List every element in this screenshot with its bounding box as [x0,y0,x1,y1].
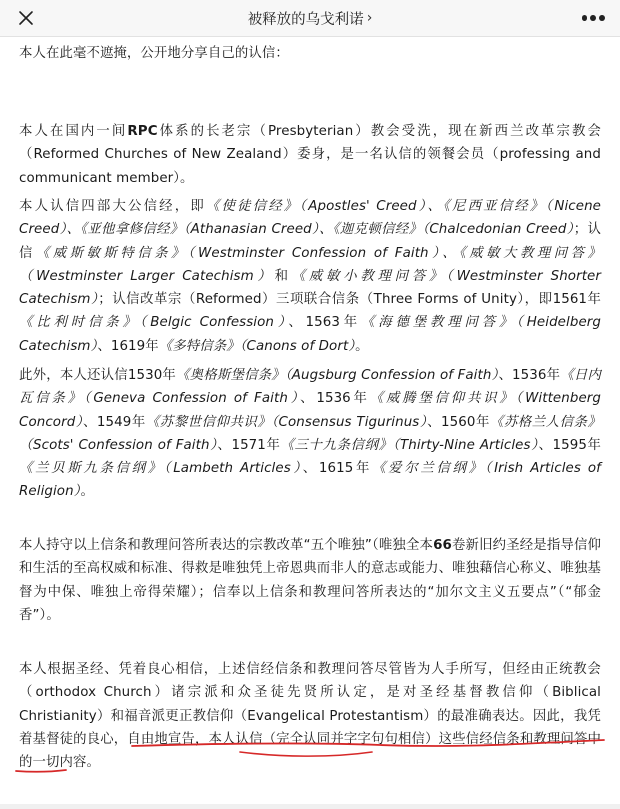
close-icon [18,10,34,26]
more-button[interactable] [580,6,606,30]
paragraph-baptism [19,120,601,190]
text: 和 [274,268,292,284]
confession-name: 《三十九条信纲》（Thirty-Nine Articles） [280,437,539,453]
paragraph-declaration [19,658,601,774]
creed-names: 《海德堡教理问答》（Heidelberg Catechism） [19,315,601,354]
creed-names: 《比利时信条》（Belgic Confession） [19,315,289,331]
text: 体系的长老宗（Presbyterian）教会受洗，现在新西兰改革宗教会（Reformed Churches of New Zealand）委身，是一名认信的领餐会员（professing and communicant member）。 [19,124,601,186]
top-nav-bar [0,0,620,37]
text-bold: 66 [433,538,452,553]
confession-name: 《兰贝斯九条信纲》（Lambeth Articles） [19,461,303,477]
text: 、1560年 [427,414,490,430]
confession-name: 《威腾堡信仰共识》（Wittenberg Concord） [19,391,601,430]
confession-name: 《奥格斯堡信条》（Augsburg Confession of Faith） [176,368,499,383]
text-bold: RPC [127,124,158,139]
more-icon [599,15,605,21]
text: 、1563年 [288,315,362,331]
chevron-right-icon: › [366,10,373,26]
text: 本人持守以上信条和教理问答所表达的宗教改革“五个唯独”（唯独全本 [19,538,434,553]
text: ；认信改革宗（Reformed）三项联合信条（Three Forms of Unity），即1561年 [98,292,602,308]
text: 。 [355,338,369,354]
bottom-divider [0,804,620,809]
text: 卷新旧约圣经是指导信仰和生活的至高权威和标准、得救是唯独凭上帝恩典而非人的意志或能力、唯独藉信心称义、唯独基督为中保、唯独上帝得荣耀）；信奉以上信条和教理问答所表达的“加尔文主义五要点”（“郁金香”）。 [19,538,601,623]
account-name: 被释放的乌戈利诺 [247,11,364,28]
account-title-link[interactable] [120,0,500,36]
text: 、1615年 [302,461,373,477]
creed-names: 《威斯敏斯特信条》（Westminster Confession of Faith）、《威敏大教理问答》（Westminster Larger Catechism） [19,245,601,284]
creed-names: 《威敏小教理问答》（Westminster Shorter Catechism） [19,268,601,308]
confession-name: 《苏格兰人信条》（Scots' Confession of Faith） [19,414,601,453]
confession-name: 《日内瓦信条》（Geneva Confession of Faith） [19,368,601,407]
paragraph-five-solas [19,534,601,627]
confession-name: 《爱尔兰信纲》（Irish Articles of Religion） [19,461,601,500]
text: 本人认信四部大公信经，即 [19,199,206,214]
paragraph-confessions [19,364,601,504]
text: 、1536年 [300,391,370,407]
confession-name: 《苏黎世信仰共识》（Consensus Tigurinus） [145,414,428,430]
text: 本人根据圣经、凭着良心相信，上述信经信条和教理问答尽管皆为人手所写，但经由正统教会（orthodox Church）诸宗派和众圣徒先贤所认定，是对圣经基督教信仰（Biblical Christianity）和福音派更正教信仰（Evangelical Protestantism）的最准确表达。因此，我凭着基督徒的良心，自由地宣告，本人认信（完全认同并字字句句相信）这些信经信条和教理问答中的一切内容。 [19,662,601,771]
text: 、1549年 [82,414,146,430]
more-icon [582,15,588,21]
text: 、1619年 [97,338,159,354]
more-icon [590,15,596,21]
text: 、1536年 [498,368,561,383]
close-button[interactable] [12,4,40,32]
creed-names: 《使徒信经》（Apostles' Creed）、《尼西亚信经》（Nicene Creed）、《亚他拿修信经》（Athanasian Creed）、《迦克顿信经》（Chalcedonian Creed） [19,199,601,238]
text: 此外，本人还认信1530年 [19,368,177,383]
text: ；认信 [19,222,601,261]
paragraph-intro: 本人在此毫不遮掩，公开地分享自己的认信： [19,46,289,61]
text: 、1571年 [217,437,281,453]
creed-names: 《多特信条》（Canons of Dort） [158,338,356,354]
text: 。 [80,484,94,500]
paragraph-creeds [19,195,601,358]
text: 本人在国内一间 [19,124,128,139]
text: 、1595年 [538,437,601,453]
